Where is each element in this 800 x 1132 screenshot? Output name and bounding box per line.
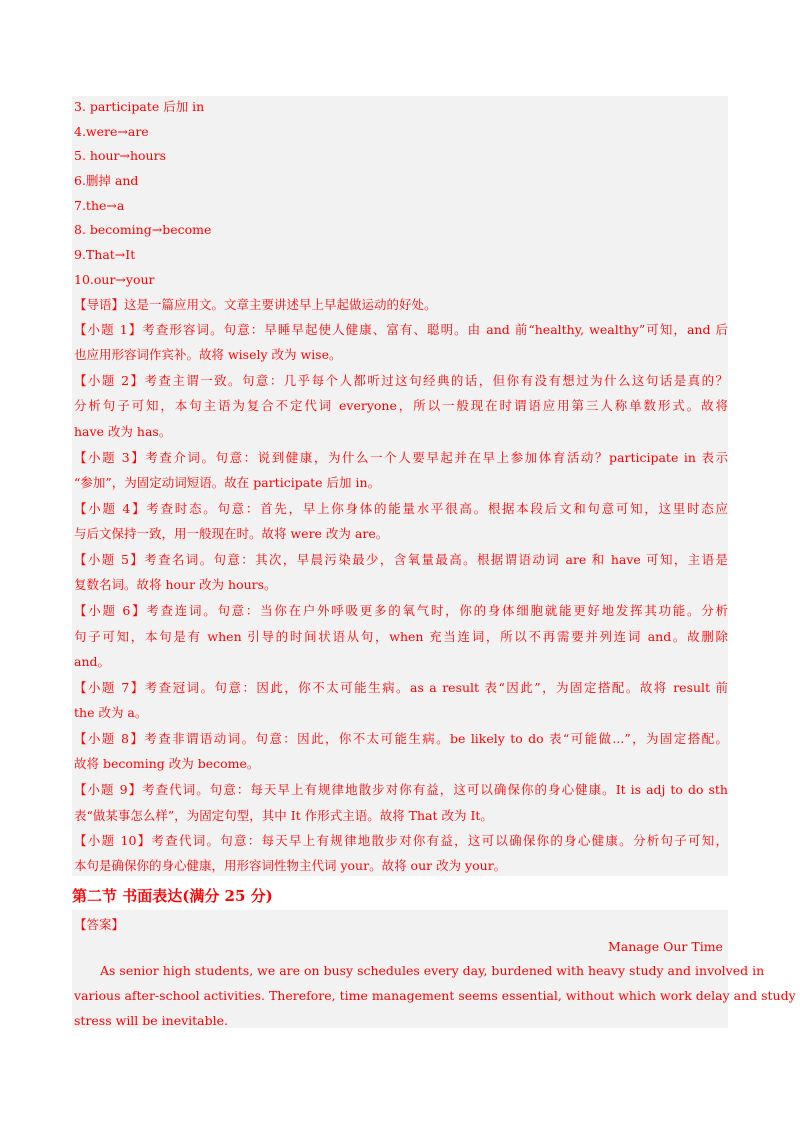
explanation-3-line-2: “参加”，为固定动词短语。故在 participate 后加 in。: [74, 475, 381, 490]
explanation-4-line-1: 【小题 4】考查时态。句意：首先，早上你身体的能量水平很高。根据本段后文和句意可知，这里时态应: [74, 501, 728, 516]
answer-line-4: 4.were→are: [74, 124, 149, 139]
explanation-1-line-1: 【小题 1】考查形容词。句意：早睡早起使人健康、富有、聪明。由 and 前“healthy, wealthy”可知，and 后: [74, 322, 728, 337]
explanation-6-line-2: 句子可知，本句是有 when 引导的时间状语从句，when 充当连词，所以不再需要并列连词 and。故删除: [74, 629, 728, 644]
explanation-8-line-2: 故将 becoming 改为 become。: [74, 756, 260, 771]
answer-line-5: 5. hour→hours: [74, 148, 166, 163]
explanation-10-line-1: 【小题 10】考查代词。句意：每天早上有规律地散步对你有益，这可以确保你的身心健康。分析句子可知，: [74, 833, 728, 848]
answer-line-9: 9.That→It: [74, 247, 136, 262]
answer-line-3: 3. participate 后加 in: [74, 99, 205, 114]
explanation-10-line-2: 本句是确保你的身心健康，用形容词性物主代词 your。故将 our 改为 your。: [74, 858, 507, 873]
explanation-4-line-2: 与后文保持一致，用一般现在时。故将 were 改为 are。: [74, 526, 389, 541]
explanation-2-line-3: have 改为 has。: [74, 424, 172, 439]
essay-line-3: stress will be inevitable.: [74, 1013, 229, 1028]
explanation-9-line-2: 表“做某事怎么样”，为固定句型，其中 It 作形式主语。故将 That 改为 It。: [74, 808, 493, 823]
answer-label: 【答案】: [74, 917, 125, 932]
explanation-5-line-1: 【小题 5】考查名词。句意：其次，早晨污染最少，含氧量最高。根据谓语动词 are 和 have 可知，主语是: [74, 552, 728, 567]
essay-line-2: various after-school activities. Therefore, time management seems essential, without which work delay and study: [74, 988, 796, 1003]
guide-line: 【导语】这是一篇应用文。文章主要讲述早上早起做运动的好处。: [74, 297, 437, 312]
answer-line-7: 7.the→a: [74, 198, 125, 213]
essay-line-1: As senior high students, we are on busy schedules every day, burdened with heavy study and involved in: [100, 963, 765, 978]
explanation-7-line-2: the 改为 a。: [74, 705, 148, 720]
answer-line-10: 10.our→your: [74, 272, 155, 287]
essay-title: Manage Our Time: [608, 939, 723, 954]
explanation-1-line-2: 也应用形容词作宾补。故将 wisely 改为 wise。: [74, 347, 342, 362]
section-title: 第二节 书面表达(满分 25 分): [72, 887, 273, 905]
explanation-5-line-2: 复数名词。故将 hour 改为 hours。: [74, 577, 277, 592]
explanation-2-line-2: 分析句子可知，本句主语为复合不定代词 everyone，所以一般现在时谓语应用第三人称单数形式。故将: [74, 398, 728, 413]
explanation-7-line-1: 【小题 7】考查冠词。句意：因此，你不太可能生病。as a result 表“因此”，为固定搭配。故将 result 前: [74, 680, 728, 695]
answer-line-6: 6.删掉 and: [74, 173, 139, 188]
explanation-8-line-1: 【小题 8】考查非谓语动词。句意：因此，你不太可能生病。be likely to do 表“可能做...”，为固定搭配。: [74, 731, 728, 746]
explanation-9-line-1: 【小题 9】考查代词。句意：每天早上有规律地散步对你有益，这可以确保你的身心健康。It is adj to do sth: [74, 782, 728, 797]
answer-line-8: 8. becoming→become: [74, 222, 212, 237]
explanation-6-line-1: 【小题 6】考查连词。句意：当你在户外呼吸更多的氧气时，你的身体细胞就能更好地发挥其功能。分析: [74, 603, 728, 618]
explanation-6-line-3: and。: [74, 654, 111, 669]
explanation-3-line-1: 【小题 3】考查介词。句意：说到健康，为什么一个人要早起并在早上参加体育活动？participate in 表示: [74, 450, 728, 465]
explanation-2-line-1: 【小题 2】考查主谓一致。句意：几乎每个人都听过这句经典的话，但你有没有想过为什么这句话是真的？: [74, 373, 728, 388]
